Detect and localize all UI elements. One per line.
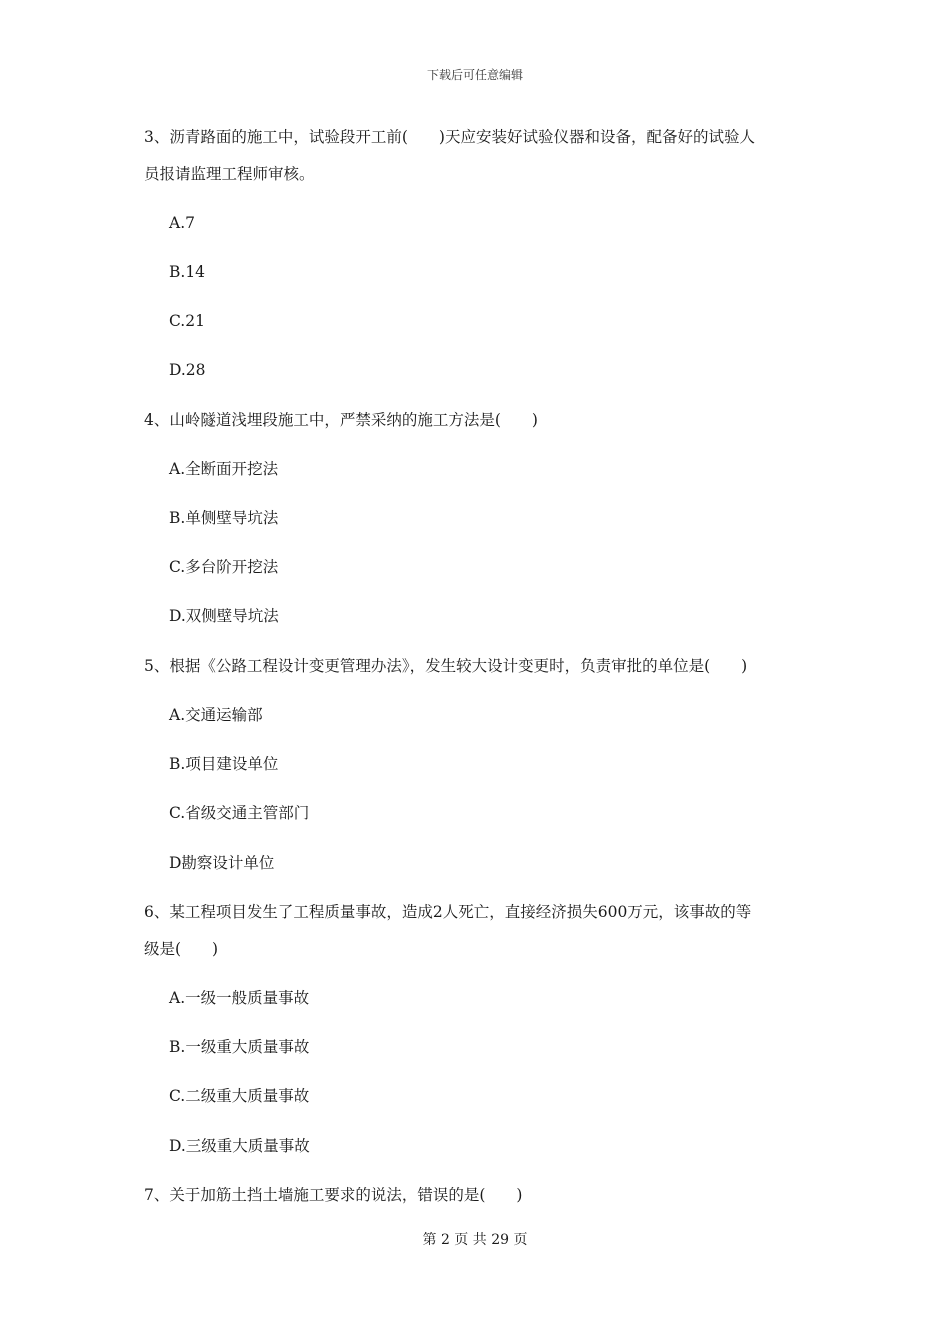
question-4-option-d: D.双侧壁导坑法 (169, 607, 279, 625)
question-7-line-1: 7、关于加筋土挡土墙施工要求的说法，错误的是( ) (144, 1186, 523, 1204)
question-3-option-a: A.7 (169, 214, 195, 232)
question-3-line-2: 员报请监理工程师审核。 (144, 165, 315, 183)
question-3-line-1: 3、沥青路面的施工中，试验段开工前( )天应安装好试验仪器和设备，配备好的试验人 (144, 128, 755, 146)
question-4-option-a: A.全断面开挖法 (169, 460, 279, 478)
question-5-option-c: C.省级交通主管部门 (169, 804, 310, 822)
question-5-option-b: B.项目建设单位 (169, 755, 279, 773)
question-6-option-a: A.一级一般质量事故 (169, 989, 310, 1007)
question-6-line-2: 级是( ) (144, 940, 219, 958)
question-5-line-1: 5、根据《公路工程设计变更管理办法》，发生较大设计变更时，负责审批的单位是( ) (144, 657, 748, 675)
page-footer: 第 2 页 共 29 页 (422, 1232, 528, 1248)
question-3-option-d: D.28 (169, 361, 206, 379)
question-6-option-d: D.三级重大质量事故 (169, 1137, 310, 1155)
question-3-option-b: B.14 (169, 263, 206, 281)
question-4-line-1: 4、山岭隧道浅埋段施工中，严禁采纳的施工方法是( ) (144, 411, 538, 429)
question-4-option-c: C.多台阶开挖法 (169, 558, 279, 576)
question-6-option-b: B.一级重大质量事故 (169, 1038, 310, 1056)
question-3-option-c: C.21 (169, 312, 205, 330)
question-6-option-c: C.二级重大质量事故 (169, 1087, 310, 1105)
page-header: 下载后可任意编辑 (426, 68, 523, 82)
question-5-option-d: D勘察设计单位 (169, 854, 275, 872)
question-6-line-1: 6、某工程项目发生了工程质量事故，造成2人死亡，直接经济损失600万元，该事故的等 (144, 903, 752, 921)
question-5-option-a: A.交通运输部 (169, 706, 263, 724)
question-4-option-b: B.单侧壁导坑法 (169, 509, 279, 527)
